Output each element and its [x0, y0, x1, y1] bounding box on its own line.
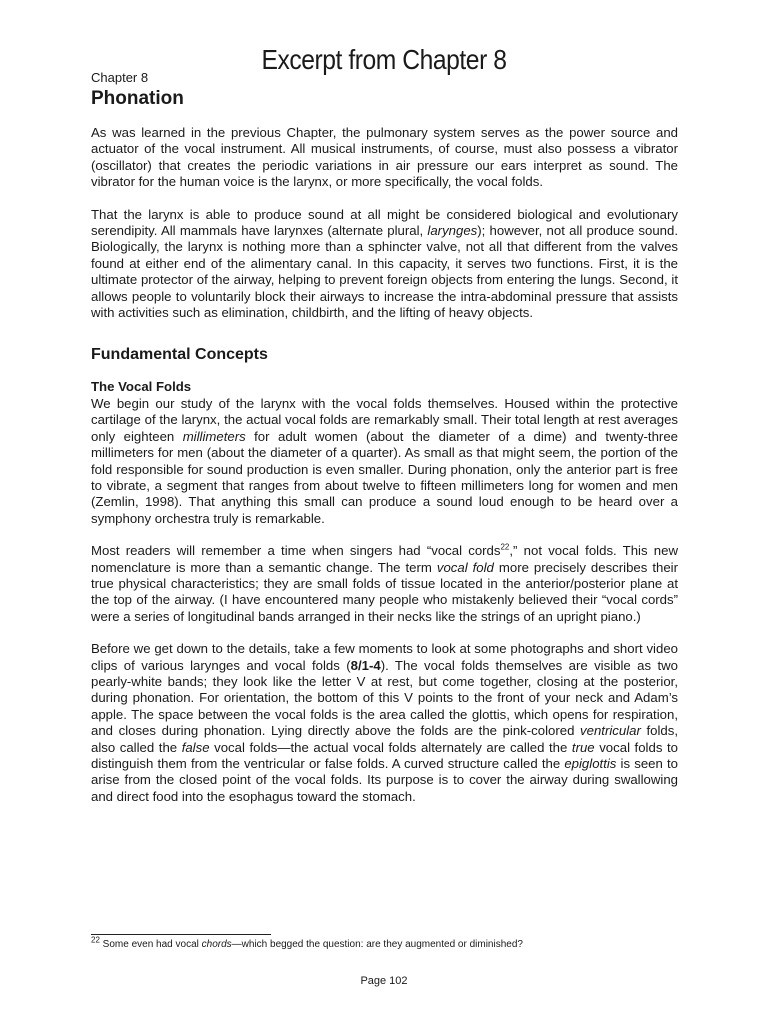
emphasis: millimeters: [182, 428, 246, 444]
footnote: [91, 935, 691, 951]
text-run: vocal folds to distinguish them from the ventricular or false folds. A curved structure called the: [91, 739, 678, 771]
text-run: ). The vocal folds themselves are visible as two pearly-white bands; they look like the letter V at rest, but come together, closing at the posterior, during phonation. For orientation, the bottom of this V points to the front of your neck and Adam’s apple. The space between the vocal folds is the area called the glottis, which opens for respiration, and closes during phonation. Lying directly above the folds are the pink-colored: [91, 657, 678, 739]
emphasis: false: [181, 739, 210, 755]
text-run: ); however, not all produce sound. Biologically, the larynx is nothing more than a sphincter valve, not all that different from the valves found at either end of the alimentary canal. In this capacity, it serves two functions. First, it is the ultimate protector of the airway, helping to prevent foreign objects from entering the lungs. Second, it allows people to voluntarily block their airways to increase the intra-abdominal pressure that assists with activities such as elimination, childbirth, and the lifting of heavy objects.: [91, 223, 679, 321]
text-run: Some even had vocal: [99, 939, 202, 950]
text-run: folds, also called the: [91, 723, 678, 755]
media-reference[interactable]: 8/1-4: [350, 657, 381, 673]
text-run: vocal folds—the actual vocal folds alternately are called the: [209, 739, 572, 755]
text-run: —which begged the question: are they augmented or diminished?: [231, 939, 523, 950]
footnote-reference[interactable]: 22: [500, 542, 510, 552]
intro-paragraph-1: As was learned in the previous Chapter, the pulmonary system serves as the power source and actuator of the vocal instrument. All musical instruments, of course, must also possess a vibrator (oscillator) that creates the periodic variations in air pressure our ears interpret as sound. The vibrator for the human voice is the larynx, or more specifically, the vocal folds.: [91, 125, 678, 190]
text-run: Most readers will remember a time when singers had “vocal cords: [91, 543, 501, 559]
text-run: That the larynx is able to produce sound at all might be considered biological and evolutionary serendipity. All mammals have larynxes (alternate plural,: [91, 206, 678, 239]
footnote-divider: [91, 934, 271, 935]
emphasis: vocal fold: [436, 559, 494, 575]
emphasis: true: [571, 739, 595, 755]
page-number: Page 102: [360, 975, 408, 987]
vocal-folds-paragraph-1: [91, 396, 678, 527]
chapter-label: Chapter 8: [91, 70, 149, 85]
emphasis: larynges: [427, 223, 478, 239]
chapter-title: Phonation: [91, 88, 184, 109]
excerpt-title: Excerpt from Chapter 8: [261, 44, 507, 75]
text-run: ,” not vocal folds. This new nomenclature is more than a semantic change. The term: [91, 543, 678, 575]
subsection-heading: The Vocal Folds: [91, 379, 192, 395]
emphasis: ventricular: [580, 723, 641, 739]
emphasis: chords: [201, 939, 232, 950]
intro-paragraph-2: [91, 207, 678, 322]
text-run: We begin our study of the larynx with the vocal folds themselves. Housed within the protective cartilage of the larynx, the actual vocal folds are remarkably small. Their total length at rest averages only eighteen: [91, 395, 678, 444]
main-content: [91, 70, 678, 805]
vocal-folds-paragraph-3: [91, 641, 678, 805]
vocal-folds-paragraph-2: [91, 543, 678, 625]
text-run: more precisely describes their true physical characteristics; they are small folds of tissue located in the anterior/posterior plane at the top of the airway. (I have encountered many people who mistakenly believed their “vocal cords” were a series of longitudinal bands arranged in their necks like the strings of an upright piano.): [91, 559, 678, 624]
text-run: is seen to arise from the closed point of the vocal folds. Its purpose is to cover the airway during swallowing and direct food into the esophagus toward the stomach.: [91, 756, 678, 804]
footnote-marker: 22: [91, 935, 100, 945]
text-run: for adult women (about the diameter of a dime) and twenty-three millimeters for men (about the diameter of a quarter). As small as that might seem, the portion of the fold responsible for sound production is even smaller. During phonation, only the anterior part is free to vibrate, a segment that ranges from about twelve to fifteen millimeters long for women and men (Zemlin, 1998). That anything this small can produce a sound loud enough to be heard over a symphony orchestra truly is remarkable.: [91, 428, 678, 526]
section-heading: Fundamental Concepts: [91, 346, 268, 364]
emphasis: epiglottis: [564, 756, 617, 771]
text-run: Before we get down to the details, take a few moments to look at some photographs and short video clips of various larynges and vocal folds (: [91, 641, 678, 673]
